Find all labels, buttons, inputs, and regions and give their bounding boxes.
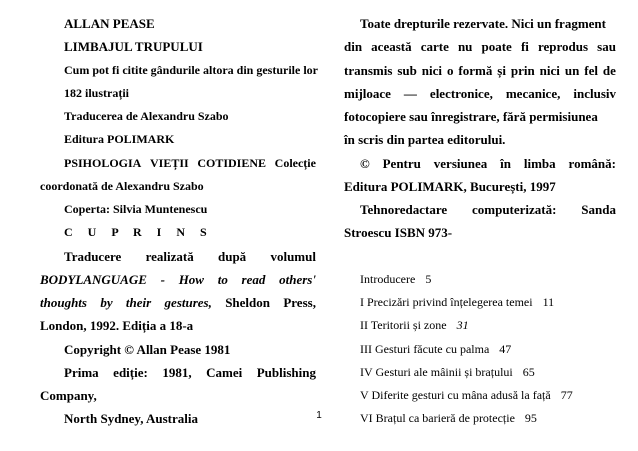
toc-title: I Precizări privind înțelegerea temei	[360, 295, 533, 309]
copyright-line: Copyright © Allan Pease 1981	[64, 341, 231, 357]
rights-line-2: din această carte nu poate fi reprodus sau	[344, 39, 616, 55]
right-column	[344, 12, 616, 431]
illustrations-count: 182 ilustrații	[64, 85, 129, 100]
original-title-line-1: BODYLANGUAGE - How to read others'	[40, 271, 316, 287]
original-title-line-2: thoughts by their gestures, Sheldon Press,	[40, 295, 316, 310]
toc-title: II Teritorii și zone	[360, 318, 447, 333]
toc-title: Introducere	[360, 271, 416, 286]
toc-item-chapter-5	[344, 384, 616, 407]
toc-page: 77	[560, 388, 573, 402]
toc-title: VI Brațul ca barieră de protecție	[360, 411, 515, 426]
book-subtitle: Cum pot fi citite gândurile altora din gesturile lor	[64, 62, 318, 77]
author-name: ALLAN PEASE	[64, 16, 155, 31]
rights-line-1: Toate drepturile rezervate. Nici un fragment	[360, 16, 606, 31]
toc-item-chapter-1	[344, 291, 616, 314]
cover-credit: Coperta: Silvia Muntenescu	[64, 202, 208, 216]
toc-page: 5	[425, 271, 432, 286]
first-edition-line: Prima ediție: 1981, Camei Publishing	[64, 364, 316, 380]
toc-page: 65	[522, 364, 535, 379]
company-line: Company,	[40, 388, 97, 403]
book-title: LIMBAJUL TRUPULUI	[64, 39, 203, 55]
contents-label: C U P R I N S	[64, 225, 213, 240]
techno-isbn-line: Stroescu ISBN 973-	[344, 225, 453, 241]
original-title-line-3: London, 1992. Ediția a 18-a	[40, 318, 194, 334]
collection-line: PSIHOLOGIA VIEȚII COTIDIENE Colecție	[64, 155, 316, 170]
page-number: 1	[316, 410, 322, 421]
toc-item-introducere	[344, 268, 616, 291]
translation-line: Traducere realizată după volumul	[64, 248, 316, 264]
toc-page: 11	[542, 295, 555, 309]
rights-line-3: transmis sub nici o formă și prin nici un fel de	[344, 62, 616, 78]
toc-title: III Gesturi făcute cu palma	[360, 341, 490, 356]
location-line: North Sydney, Australia	[64, 411, 198, 427]
techno-line: Tehnoredactare computerizată: Sanda	[360, 202, 616, 217]
toc-item-chapter-4	[344, 361, 616, 384]
publisher-name: Editura POLIMARK	[64, 132, 175, 147]
version-line: © Pentru versiunea în limba română:	[360, 155, 616, 171]
spacer	[344, 245, 616, 268]
collection-coordinator: coordonată de Alexandru Szabo	[40, 178, 204, 193]
toc-page: 47	[499, 341, 512, 356]
toc-page: 95	[524, 411, 537, 426]
toc-title: V Diferite gesturi cu mâna adusă la față	[360, 388, 551, 402]
toc-title: IV Gesturi ale mâinii și brațului	[360, 364, 513, 379]
toc-page: 31	[456, 318, 469, 333]
toc-item-chapter-3	[344, 338, 616, 361]
rights-line-5: fotocopiere sau înregistrare, fără permisiunea	[344, 109, 598, 124]
version-publisher-line: Editura POLIMARK, București, 1997	[344, 178, 556, 194]
toc-item-chapter-2	[344, 314, 616, 337]
rights-line-6: în scris din partea editorului.	[344, 132, 506, 148]
left-column	[40, 12, 316, 431]
translator-credit: Traducerea de Alexandru Szabo	[64, 109, 229, 123]
rights-line-4: mijloace — electronice, mecanice, inclusiv	[344, 85, 616, 101]
